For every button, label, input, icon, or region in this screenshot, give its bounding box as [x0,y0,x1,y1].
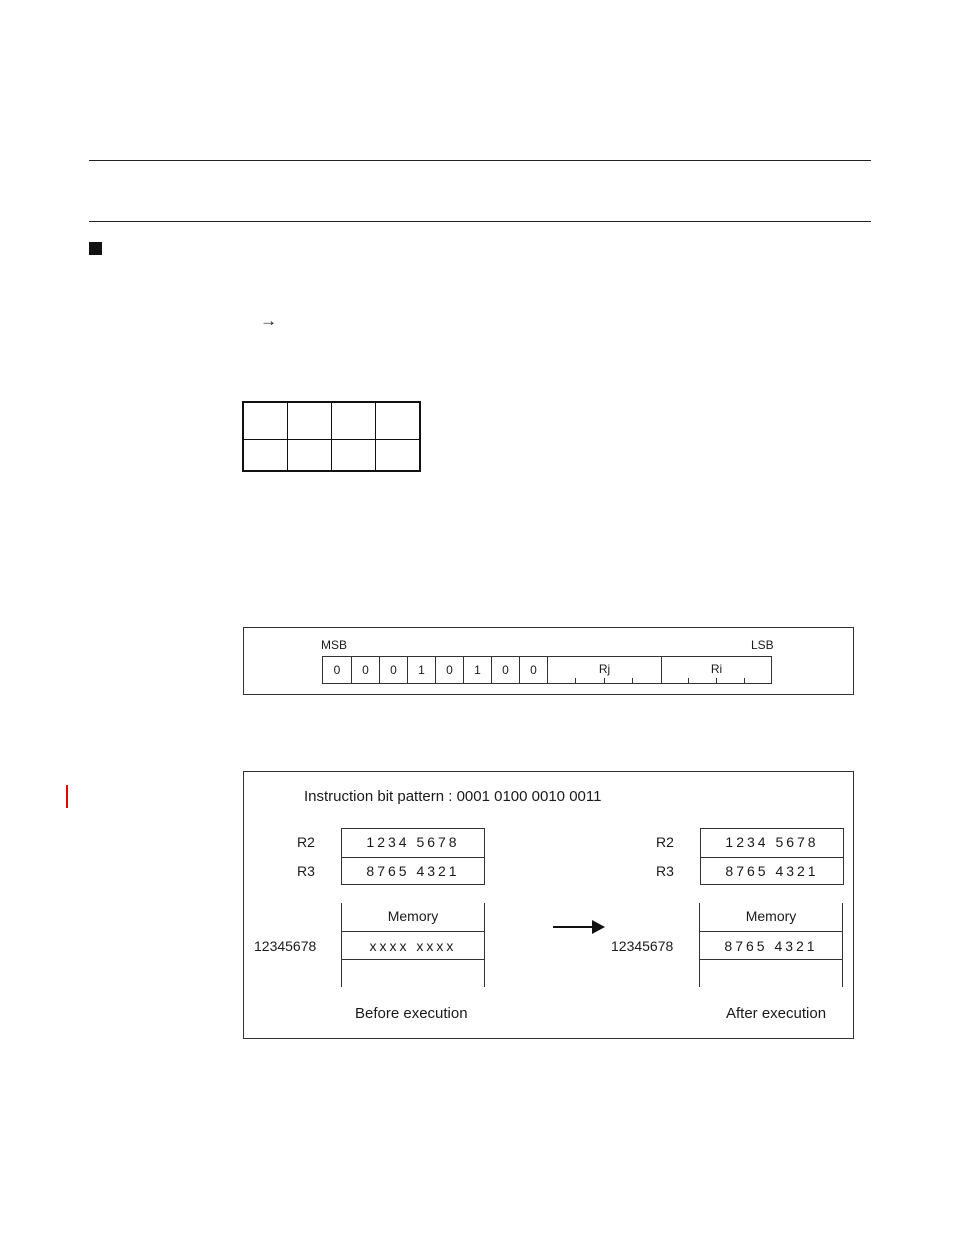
opcode-bit: 0 [491,656,519,684]
section-bullet-icon [89,242,102,255]
before-r2-label: R2 [297,834,315,850]
after-memory-address: 12345678 [611,938,674,954]
flag-header-cell [288,402,332,440]
field-tick [716,678,717,684]
field-tick [575,678,576,684]
after-r3-label: R3 [656,863,674,879]
opcode-bit: 0 [519,656,547,684]
opcode-bit: 0 [322,656,351,684]
before-caption: Before execution [355,1005,468,1022]
transfer-arrow-icon: → [260,311,277,330]
after-memory-header: Memory [745,908,797,924]
header-rule-bottom [89,221,871,222]
after-memory-value: 8765 4321 [724,938,818,954]
after-r2-label: R2 [656,834,674,850]
lsb-label: LSB [751,638,774,652]
field-tick [604,678,605,684]
before-r3-label: R3 [297,863,315,879]
before-memory-address: 12345678 [254,938,317,954]
rj-field: Rj [547,656,661,684]
field-tick [744,678,745,684]
flag-value-cell [376,440,421,472]
instruction-bit-pattern: Instruction bit pattern : 0001 0100 0010 0011 [304,788,602,805]
msb-label: MSB [321,638,348,652]
field-tick [632,678,633,684]
after-r3-value: 8765 4321 [700,857,844,885]
revision-mark [66,785,68,808]
execution-example-box [243,771,854,1039]
before-r3-value: 8765 4321 [341,857,485,885]
opcode-bit: 0 [351,656,379,684]
header-rule-top [89,160,871,161]
flag-header-cell [243,402,288,440]
after-caption: After execution [726,1005,827,1022]
before-memory-value: xxxx xxxx [369,938,457,954]
ri-field: Ri [661,656,772,684]
before-memory-header: Memory [387,908,439,924]
flag-value-cell [288,440,332,472]
opcode-bit: 1 [407,656,435,684]
flag-value-cell [332,440,376,472]
opcode-bit: 0 [435,656,463,684]
before-memory-divider [341,959,485,960]
before-r2-value: 1234 5678 [341,828,485,858]
opcode-bit: 0 [379,656,407,684]
execution-arrow-icon [552,918,608,936]
flag-change-table [242,401,421,472]
flag-header-cell [376,402,421,440]
opcode-bit: 1 [463,656,491,684]
after-r2-value: 1234 5678 [700,828,844,858]
before-memory-divider [341,931,485,932]
after-memory-divider [699,931,843,932]
after-memory-divider [699,959,843,960]
field-tick [688,678,689,684]
flag-value-cell [243,440,288,472]
flag-header-cell [332,402,376,440]
